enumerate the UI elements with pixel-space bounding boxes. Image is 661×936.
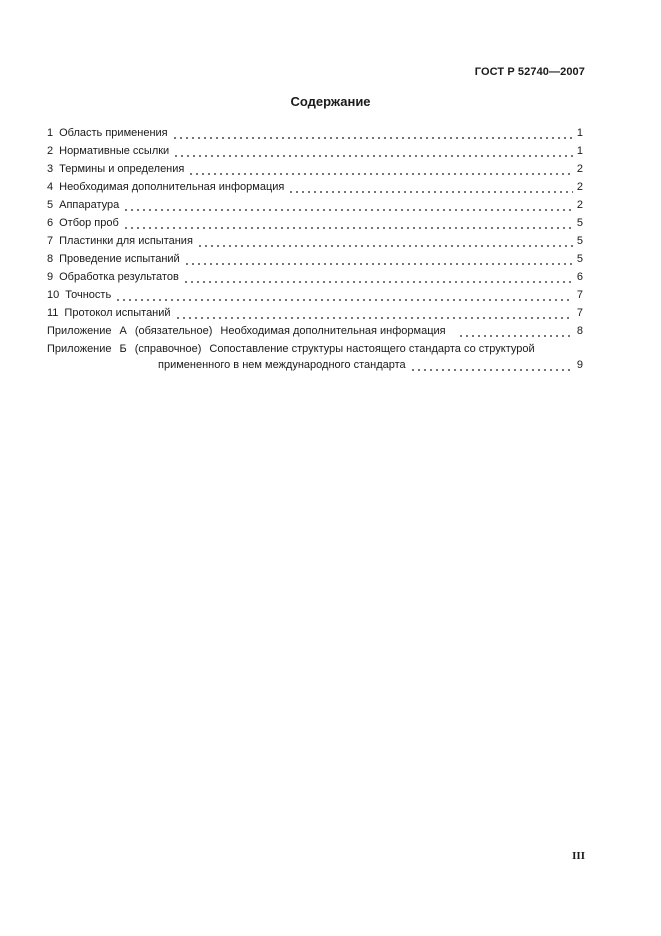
toc-item-page: 1 — [576, 145, 583, 157]
toc-item-number: 4 — [47, 181, 54, 193]
toc-item-title: Протокол испытаний — [64, 307, 171, 319]
dot-leader — [123, 217, 573, 230]
toc-item-number: 7 — [47, 235, 54, 247]
toc-item-page: 2 — [576, 181, 583, 193]
annex-kind: (обязательное) — [134, 325, 213, 337]
dot-leader — [188, 163, 573, 176]
dot-leader — [183, 271, 573, 284]
toc-item-page: 2 — [576, 163, 583, 175]
annex-title-line1: Сопоставление структуры настоящего стандарта со структурой — [209, 343, 535, 355]
dot-leader — [458, 325, 573, 338]
toc-item-page: 7 — [576, 307, 583, 319]
toc-title: Содержание — [290, 94, 371, 109]
annex-word: Приложение — [47, 325, 112, 337]
toc-item-number: 11 — [47, 307, 59, 319]
toc-item-2[interactable] — [47, 140, 583, 158]
annex-label — [47, 325, 454, 338]
toc-item-9[interactable] — [47, 266, 583, 284]
toc-item-title: Термины и определения — [59, 163, 185, 175]
toc-item-number: 9 — [47, 271, 54, 283]
toc-item-title: Проведение испытаний — [59, 253, 180, 265]
toc-annex-a[interactable] — [47, 322, 583, 338]
toc-item-title: Точность — [65, 289, 112, 301]
toc-item-title: Отбор проб — [59, 217, 119, 229]
annex-word: Приложение — [47, 343, 112, 355]
toc-item-number: 2 — [47, 145, 54, 157]
toc-item-number: 10 — [47, 289, 60, 301]
toc-item-page: 5 — [576, 235, 583, 247]
toc-item-page: 2 — [576, 199, 583, 211]
toc-item-title: Пластинки для испытания — [59, 235, 193, 247]
toc-item-number: 5 — [47, 199, 54, 211]
annex-label — [47, 343, 543, 356]
toc-item-page: 6 — [576, 271, 583, 283]
toc-item-title: Аппаратура — [59, 199, 120, 211]
toc-item-page: 9 — [576, 359, 583, 371]
dot-leader — [175, 307, 573, 320]
dot-leader — [288, 181, 573, 194]
toc-annex-b[interactable] — [47, 340, 583, 372]
annex-letter: Б — [119, 343, 127, 355]
toc-item-7[interactable] — [47, 230, 583, 248]
toc-item-title: Нормативные ссылки — [59, 145, 170, 157]
toc-item-title: Необходимая дополнительная информация — [59, 181, 285, 193]
annex-kind: (справочное) — [134, 343, 202, 355]
table-of-contents — [47, 122, 583, 372]
dot-leader — [173, 145, 573, 158]
toc-item-number: 3 — [47, 163, 54, 175]
dot-leader — [197, 235, 573, 248]
toc-item-3[interactable] — [47, 158, 583, 176]
document-code: ГОСТ Р 52740—2007 — [474, 66, 585, 78]
dot-leader — [184, 253, 573, 266]
toc-item-10[interactable] — [47, 284, 583, 302]
dot-leader — [115, 289, 573, 302]
dot-leader — [123, 199, 573, 212]
toc-item-title: Область применения — [59, 127, 168, 139]
toc-item-6[interactable] — [47, 212, 583, 230]
toc-item-page: 1 — [576, 127, 583, 139]
toc-item-number: 6 — [47, 217, 54, 229]
annex-letter: А — [119, 325, 127, 337]
toc-item-number: 8 — [47, 253, 54, 265]
toc-item-page: 5 — [576, 217, 583, 229]
toc-item-page: 7 — [576, 289, 583, 301]
toc-item-page: 5 — [576, 253, 583, 265]
toc-item-4[interactable] — [47, 176, 583, 194]
dot-leader — [410, 359, 573, 372]
dot-leader — [172, 127, 573, 140]
annex-title: Необходимая дополнительная информация — [220, 325, 446, 337]
toc-item-8[interactable] — [47, 248, 583, 266]
page-number: III — [572, 850, 585, 862]
toc-item-1[interactable] — [47, 122, 583, 140]
toc-item-5[interactable] — [47, 194, 583, 212]
toc-item-number: 1 — [47, 127, 54, 139]
toc-item-page: 8 — [576, 325, 583, 337]
annex-title-line2: примененного в нем международного стандарта — [158, 359, 406, 371]
toc-item-11[interactable] — [47, 302, 583, 320]
toc-item-title: Обработка результатов — [59, 271, 179, 283]
